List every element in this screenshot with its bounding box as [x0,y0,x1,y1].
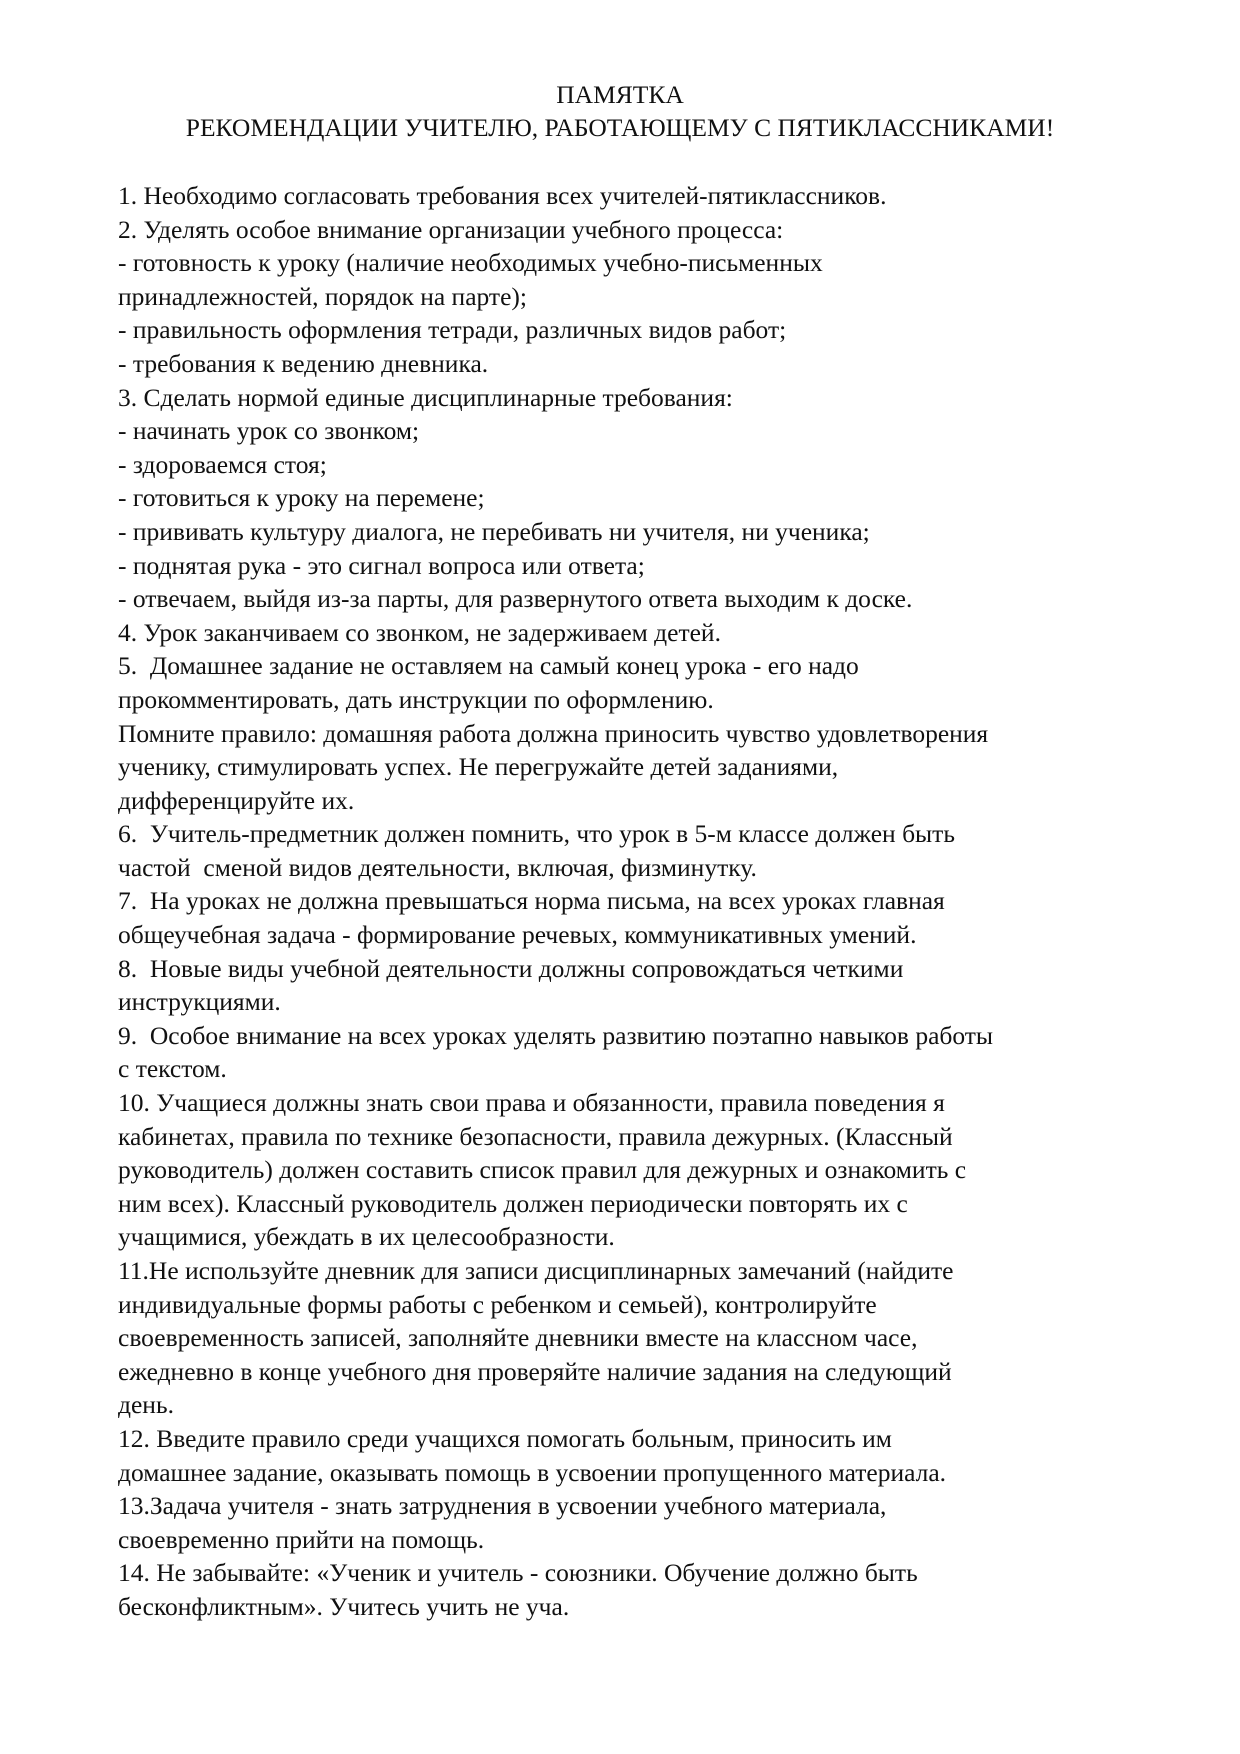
text-line: ним всех). Классный руководитель должен периодически повторять их с [118,1188,908,1218]
text-line: индивидуальные формы работы с ребенком и семьей), контролируйте [118,1289,877,1319]
text-line: 14. Не забывайте: «Ученик и учитель - союзники. Обучение должно быть [118,1558,918,1588]
text-line: 9. Особое внимание на всех уроках уделять развитию поэтапно навыков работы [118,1020,994,1050]
text-line: общеучебная задача - формирование речевых, коммуникативных умений. [118,920,917,950]
text-line: - готовность к уроку (наличие необходимых учебно-письменных [118,248,823,278]
text-line: принадлежностей, порядок на парте); [118,281,527,311]
text-line: - готовиться к уроку на перемене; [118,483,485,513]
text-line: учащимися, убеждать в их целесообразности. [118,1222,615,1252]
text-line: 7. На уроках не должна превышаться норма письма, на всех уроках главная [118,886,945,916]
text-line: день. [118,1390,174,1420]
text-line: 13.Задача учителя - знать затруднения в усвоении учебного материала, [118,1491,887,1521]
text-line: 2. Уделять особое внимание организации учебного процесса: [118,214,784,244]
document-header [0,78,1240,144]
text-line: прокомментировать, дать инструкции по оформлению. [118,684,714,714]
text-line: Помните правило: домашняя работа должна приносить чувство удовлетворения [118,718,989,748]
text-line: своевременность записей, заполняйте дневники вместе на классном часе, [118,1323,918,1353]
text-line: ученику, стимулировать успех. Не перегружайте детей заданиями, [118,752,839,782]
text-line: 1. Необходимо согласовать требования всех учителей-пятиклассников. [118,181,887,210]
text-line: 5. Домашнее задание не оставляем на самый конец урока - его надо [118,651,859,681]
text-line: ежедневно в конце учебного дня проверяйте наличие задания на следующий [118,1356,952,1386]
text-line: с текстом. [118,1054,227,1084]
text-line: 12. Введите правило среди учащихся помогать больным, приносить им [118,1423,892,1453]
text-line: домашнее задание, оказывать помощь в усвоении пропущенного материала. [118,1457,947,1487]
text-line: - правильность оформления тетради, различных видов работ; [118,315,787,345]
text-line: 3. Сделать нормой единые дисциплинарные требования: [118,382,733,412]
text-line: бесконфликтным». Учитесь учить не уча. [118,1591,570,1621]
text-line: частой сменой видов деятельности, включая, физминутку. [118,852,757,882]
text-line: руководитель) должен составить список правил для дежурных и ознакомить с [118,1155,967,1185]
text-line: 10. Учащиеся должны знать свои права и обязанности, правила поведения я [118,1088,945,1118]
text-line: - требования к ведению дневника. [118,348,489,378]
text-line: - поднятая рука - это сигнал вопроса или ответа; [118,550,645,580]
text-line: 11.Не используйте дневник для записи дисциплинарных замечаний (найдите [118,1256,954,1285]
document-body [118,179,1138,1624]
text-line: 6. Учитель-предметник должен помнить, что урок в 5-м классе должен быть [118,819,955,849]
text-line: - здороваемся стоя; [118,449,327,479]
text-line: - начинать урок со звонком; [118,416,420,446]
text-line: 8. Новые виды учебной деятельности должны сопровождаться четкими [118,953,904,983]
text-line: - прививать культуру диалога, не перебивать ни учителя, ни ученика; [118,516,870,546]
text-line: кабинетах, правила по технике безопасности, правила дежурных. (Классный [118,1121,953,1151]
text-line: инструкциями. [118,987,281,1017]
document-subtitle: РЕКОМЕНДАЦИИ УЧИТЕЛЮ, РАБОТАЮЩЕМУ С ПЯТИКЛАССНИКАМИ! [185,113,1055,142]
text-line: дифференцируйте их. [118,785,355,815]
text-line: своевременно прийти на помощь. [118,1524,485,1554]
text-line: 4. Урок заканчиваем со звонком, не задерживаем детей. [118,617,721,647]
document-title: ПАМЯТКА [556,80,684,109]
text-line: - отвечаем, выйдя из-за парты, для развернутого ответа выходим к доске. [118,584,913,614]
